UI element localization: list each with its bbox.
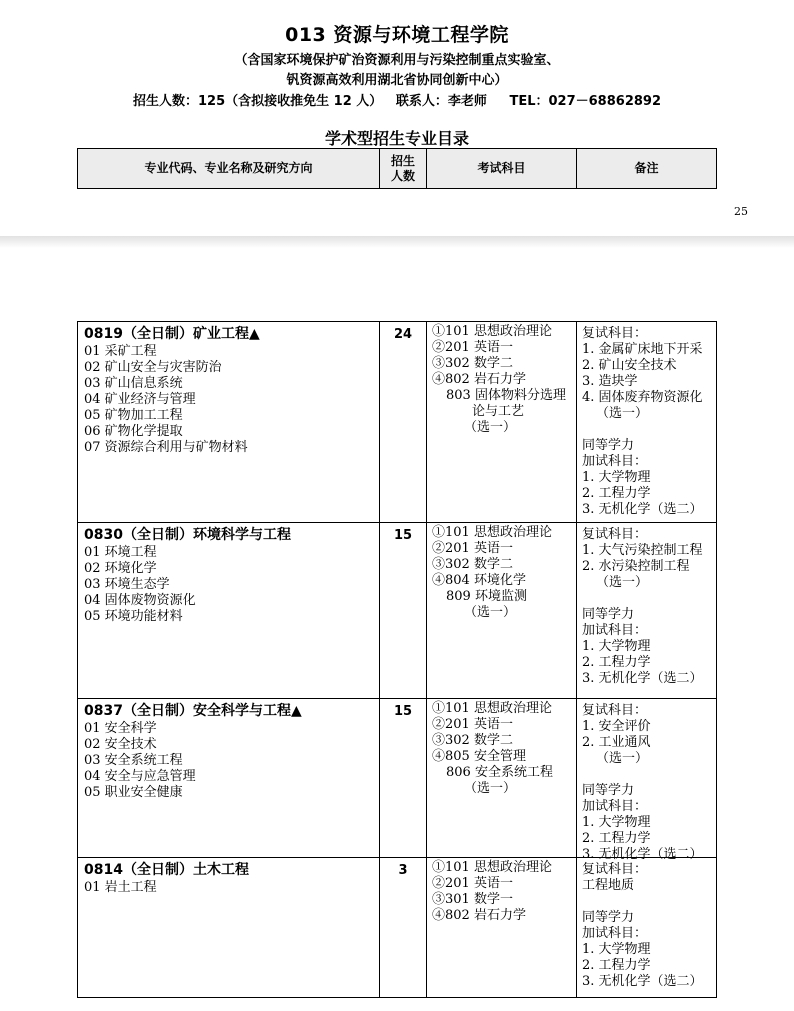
exam-subject: ④804 环境化学 bbox=[432, 573, 526, 588]
research-direction: 01 环境工程 bbox=[84, 545, 157, 560]
exam-subject: （选一） bbox=[464, 420, 517, 435]
note-line: 1. 大学物理 bbox=[582, 470, 651, 485]
major-title: 0814（全日制）土木工程 bbox=[84, 862, 249, 878]
research-direction: 03 矿山信息系统 bbox=[84, 376, 183, 391]
note-line: 3. 无机化学（选二） bbox=[582, 671, 703, 686]
major-title: 0819（全日制）矿业工程▲ bbox=[84, 326, 260, 342]
enrollment-count: 24 bbox=[380, 322, 427, 522]
enrollment-count: 15 bbox=[380, 523, 427, 698]
exam-subjects-cell bbox=[427, 858, 577, 997]
exam-subject: ②201 英语一 bbox=[432, 541, 513, 556]
note-line: 同等学力 bbox=[582, 783, 635, 798]
research-direction: 03 环境生态学 bbox=[84, 577, 170, 592]
header-count: 招生 人数 bbox=[380, 149, 427, 188]
header-notes: 备注 bbox=[634, 161, 659, 175]
exam-subject: ①101 思想政治理论 bbox=[432, 525, 552, 540]
header-major: 专业代码、专业名称及研究方向 bbox=[78, 149, 380, 188]
research-direction: 04 安全与应急管理 bbox=[84, 769, 196, 784]
major-row bbox=[78, 857, 716, 997]
exam-subject: （选一） bbox=[464, 605, 517, 620]
note-line: 3. 造块学 bbox=[582, 374, 638, 389]
research-direction: 01 岩土工程 bbox=[84, 880, 157, 895]
table-header bbox=[77, 148, 717, 189]
major-row bbox=[78, 522, 716, 698]
note-line: 2. 工程力学 bbox=[582, 486, 651, 501]
note-line: 3. 无机化学（选二） bbox=[582, 502, 703, 517]
exam-subject: ①101 思想政治理论 bbox=[432, 324, 552, 339]
note-line: 工程地质 bbox=[582, 878, 635, 893]
exam-subject: 806 安全系统工程 bbox=[446, 765, 553, 780]
note-line: 2. 工业通风 bbox=[582, 735, 651, 750]
exam-subject: ③301 数学一 bbox=[432, 892, 513, 907]
exam-subject: ③302 数学二 bbox=[432, 733, 513, 748]
subtitle-line-2: 钒资源高效利用湖北省协同创新中心） bbox=[286, 73, 508, 88]
note-line: 加试科目： bbox=[582, 454, 648, 469]
enrollment-info: 招生人数：125（含拟接收推免生 12 人） 联系人：李老师 TEL：027－68862892 bbox=[132, 94, 662, 109]
note-line: 2. 工程力学 bbox=[582, 655, 651, 670]
exam-subjects-cell bbox=[427, 322, 577, 522]
page-separator bbox=[0, 236, 794, 248]
exam-subject: ①101 思想政治理论 bbox=[432, 701, 552, 716]
major-cell bbox=[78, 699, 380, 857]
exam-subject: ③302 数学二 bbox=[432, 557, 513, 572]
note-line: 1. 安全评价 bbox=[582, 719, 651, 734]
exam-subjects-cell bbox=[427, 699, 577, 857]
catalog-title: 学术型招生专业目录 bbox=[324, 129, 469, 148]
note-line: 复试科目： bbox=[582, 326, 648, 341]
research-direction: 05 矿物加工工程 bbox=[84, 408, 183, 423]
note-line: 复试科目： bbox=[582, 527, 648, 542]
note-line: 加试科目： bbox=[582, 799, 648, 814]
exam-subject: ②201 英语一 bbox=[432, 717, 513, 732]
major-row bbox=[78, 322, 716, 522]
exam-subjects-cell bbox=[427, 523, 577, 698]
research-direction: 04 矿业经济与管理 bbox=[84, 392, 196, 407]
research-direction: 05 环境功能材料 bbox=[84, 609, 183, 624]
exam-subject: ④802 岩石力学 bbox=[432, 372, 526, 387]
note-line: 同等学力 bbox=[582, 607, 635, 622]
note-line: 2. 水污染控制工程 bbox=[582, 559, 690, 574]
enrollment-count: 15 bbox=[380, 699, 427, 857]
exam-subject: ②201 英语一 bbox=[432, 340, 513, 355]
note-line: 1. 大学物理 bbox=[582, 639, 651, 654]
major-title: 0837（全日制）安全科学与工程▲ bbox=[84, 703, 302, 719]
note-line: 复试科目： bbox=[582, 703, 648, 718]
research-direction: 01 采矿工程 bbox=[84, 344, 157, 359]
major-title: 0830（全日制）环境科学与工程 bbox=[84, 527, 291, 543]
exam-subject: ③302 数学二 bbox=[432, 356, 513, 371]
exam-subject: 803 固体物料分选理 bbox=[446, 388, 566, 403]
note-line: 1. 金属矿床地下开采 bbox=[582, 342, 703, 357]
note-line: 3. 无机化学（选二） bbox=[582, 974, 703, 989]
note-line: （选一） bbox=[596, 575, 649, 590]
majors-table bbox=[77, 321, 717, 998]
research-direction: 02 安全技术 bbox=[84, 737, 157, 752]
exam-subject: ②201 英语一 bbox=[432, 876, 513, 891]
note-line: 1. 大气污染控制工程 bbox=[582, 543, 703, 558]
notes-spacer bbox=[582, 767, 716, 783]
notes-cell bbox=[577, 858, 716, 997]
exam-subject: 论与工艺 bbox=[472, 404, 525, 419]
research-direction: 07 资源综合利用与矿物材料 bbox=[84, 440, 248, 455]
exam-subject: （选一） bbox=[464, 781, 517, 796]
note-line: 同等学力 bbox=[582, 910, 635, 925]
notes-spacer bbox=[582, 894, 716, 910]
major-cell bbox=[78, 523, 380, 698]
note-line: 2. 工程力学 bbox=[582, 831, 651, 846]
first-page-fragment bbox=[0, 0, 794, 236]
note-line: 3. 无机化学（选二） bbox=[582, 847, 703, 862]
note-line: 2. 工程力学 bbox=[582, 958, 651, 973]
note-line: 加试科目： bbox=[582, 926, 648, 941]
major-cell bbox=[78, 858, 380, 997]
page-number: 25 bbox=[734, 205, 748, 218]
notes-spacer bbox=[582, 422, 716, 438]
major-cell bbox=[78, 322, 380, 522]
notes-spacer bbox=[582, 591, 716, 607]
research-direction: 06 矿物化学提取 bbox=[84, 424, 183, 439]
note-line: 加试科目： bbox=[582, 623, 648, 638]
research-direction: 01 安全科学 bbox=[84, 721, 157, 736]
note-line: （选一） bbox=[596, 406, 649, 421]
note-line: 1. 大学物理 bbox=[582, 942, 651, 957]
research-direction: 02 矿山安全与灾害防治 bbox=[84, 360, 222, 375]
subtitle-line-1: （含国家环境保护矿治资源利用与污染控制重点实验室、 bbox=[234, 53, 560, 68]
exam-subject: ④802 岩石力学 bbox=[432, 908, 526, 923]
research-direction: 03 安全系统工程 bbox=[84, 753, 183, 768]
research-direction: 04 固体废物资源化 bbox=[84, 593, 196, 608]
notes-cell bbox=[577, 523, 716, 698]
note-line: 2. 矿山安全技术 bbox=[582, 358, 677, 373]
note-line: 复试科目： bbox=[582, 862, 648, 877]
research-direction: 02 环境化学 bbox=[84, 561, 157, 576]
exam-subject: ①101 思想政治理论 bbox=[432, 860, 552, 875]
exam-subject: ④805 安全管理 bbox=[432, 749, 526, 764]
note-line: 4. 固体废弃物资源化 bbox=[582, 390, 703, 405]
major-row bbox=[78, 698, 716, 862]
note-line: 1. 大学物理 bbox=[582, 815, 651, 830]
header-exams: 考试科目 bbox=[427, 149, 577, 188]
notes-cell bbox=[577, 699, 716, 862]
enrollment-count: 3 bbox=[380, 858, 427, 997]
research-direction: 05 职业安全健康 bbox=[84, 785, 183, 800]
exam-subject: 809 环境监测 bbox=[446, 589, 527, 604]
notes-cell bbox=[577, 322, 716, 522]
note-line: （选一） bbox=[596, 751, 649, 766]
note-line: 同等学力 bbox=[582, 438, 635, 453]
page-title: 013 资源与环境工程学院 bbox=[285, 24, 509, 46]
